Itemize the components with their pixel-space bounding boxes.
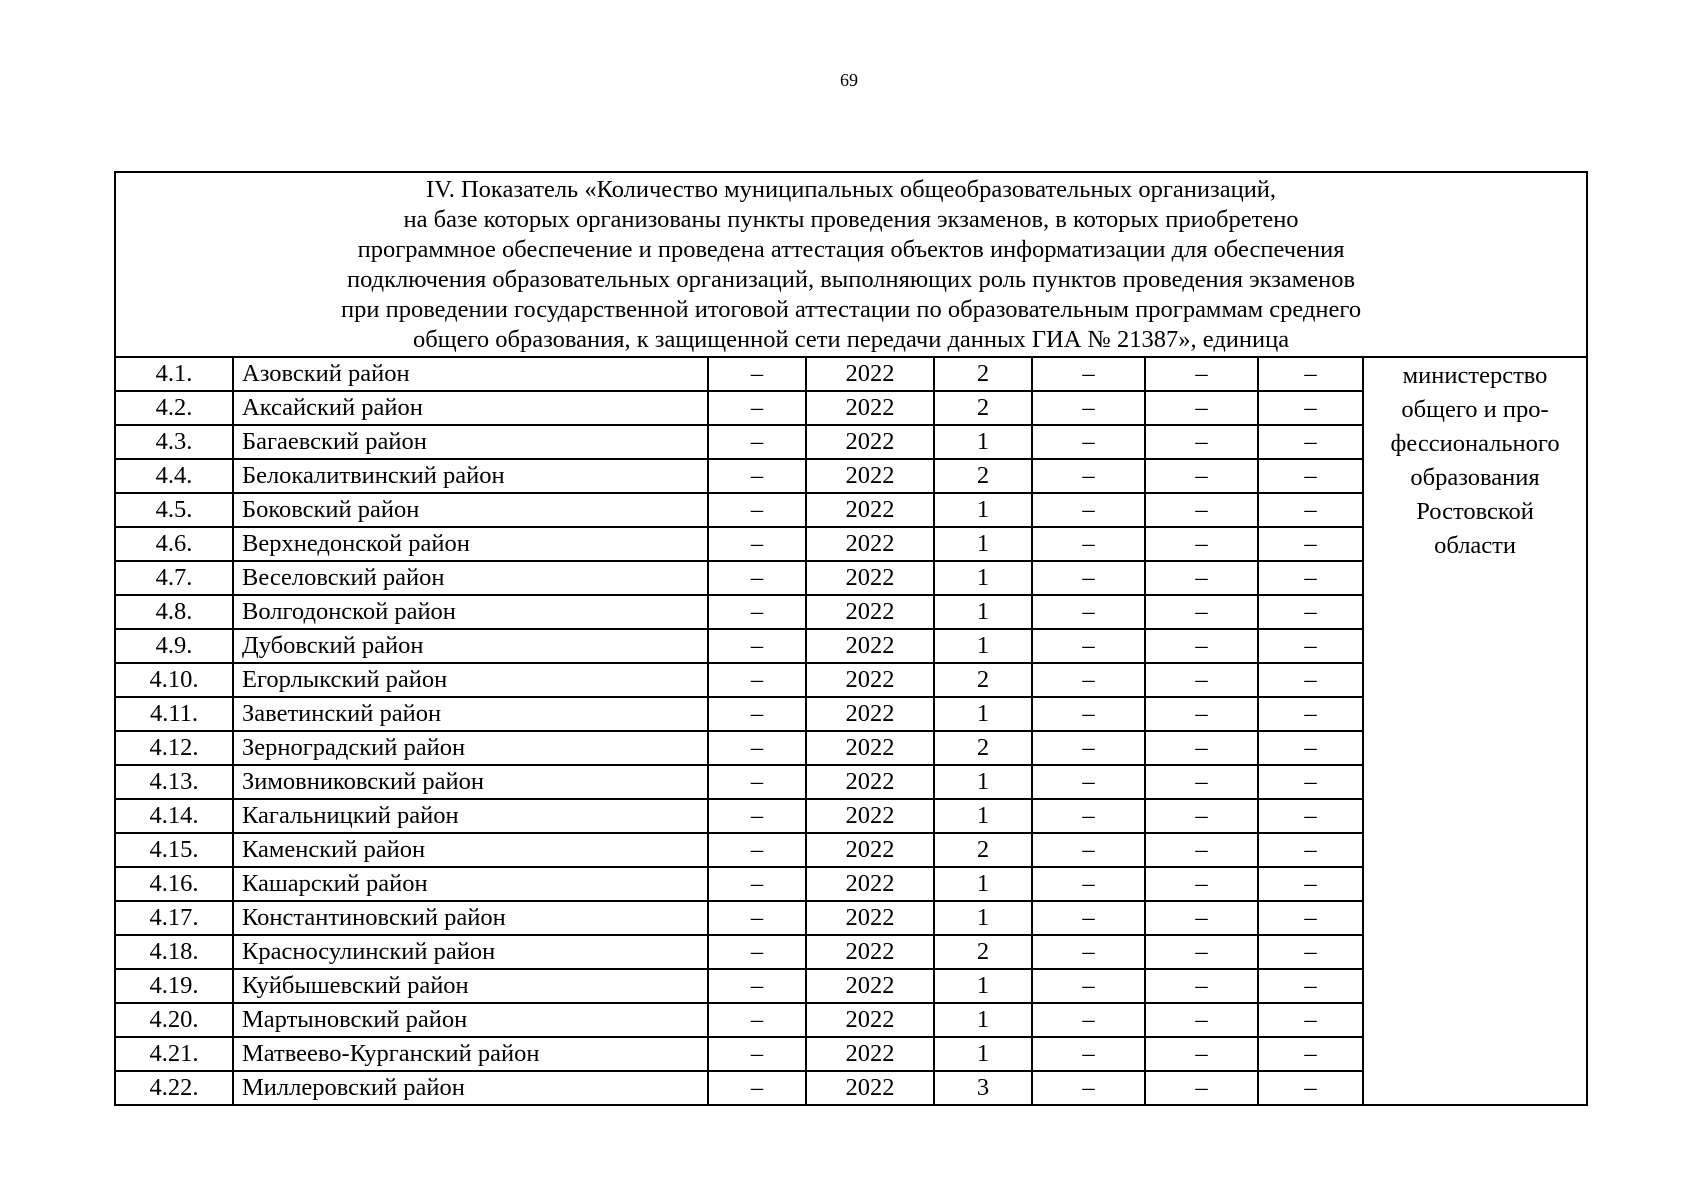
row-number: 4.1. bbox=[115, 357, 233, 391]
cell-year: 2022 bbox=[806, 493, 934, 527]
responsible-executor bbox=[1363, 357, 1587, 1105]
district-name: Куйбышевский район bbox=[233, 969, 708, 1003]
district-name: Дубовский район bbox=[233, 629, 708, 663]
cell-dash: – bbox=[1145, 493, 1258, 527]
responsible-line: фессионального bbox=[1390, 430, 1560, 457]
district-name: Белокалитвинский район bbox=[233, 459, 708, 493]
table-row bbox=[115, 357, 1587, 391]
cell-year: 2022 bbox=[806, 527, 934, 561]
cell-dash: – bbox=[708, 969, 806, 1003]
cell-dash: – bbox=[1145, 1037, 1258, 1071]
district-name: Боковский район bbox=[233, 493, 708, 527]
responsible-line: Ростовской bbox=[1416, 498, 1534, 525]
cell-value: 1 bbox=[934, 493, 1032, 527]
row-number: 4.4. bbox=[115, 459, 233, 493]
cell-year: 2022 bbox=[806, 1037, 934, 1071]
cell-value: 1 bbox=[934, 1037, 1032, 1071]
cell-dash: – bbox=[1032, 867, 1145, 901]
district-name: Заветинский район bbox=[233, 697, 708, 731]
cell-year: 2022 bbox=[806, 935, 934, 969]
cell-value: 3 bbox=[934, 1071, 1032, 1105]
cell-dash: – bbox=[1145, 697, 1258, 731]
cell-dash: – bbox=[1258, 561, 1363, 595]
cell-dash: – bbox=[1145, 935, 1258, 969]
cell-dash: – bbox=[708, 357, 806, 391]
cell-dash: – bbox=[1145, 459, 1258, 493]
row-number: 4.11. bbox=[115, 697, 233, 731]
cell-dash: – bbox=[1258, 357, 1363, 391]
cell-value: 1 bbox=[934, 561, 1032, 595]
cell-dash: – bbox=[1032, 663, 1145, 697]
row-number: 4.7. bbox=[115, 561, 233, 595]
cell-dash: – bbox=[708, 1071, 806, 1105]
cell-dash: – bbox=[708, 833, 806, 867]
cell-dash: – bbox=[1145, 527, 1258, 561]
cell-dash: – bbox=[1145, 561, 1258, 595]
district-name: Константиновский район bbox=[233, 901, 708, 935]
cell-dash: – bbox=[1032, 901, 1145, 935]
district-name: Кагальницкий район bbox=[233, 799, 708, 833]
cell-value: 1 bbox=[934, 425, 1032, 459]
cell-dash: – bbox=[1258, 731, 1363, 765]
cell-dash: – bbox=[1032, 1071, 1145, 1105]
cell-dash: – bbox=[1258, 901, 1363, 935]
district-name: Зимовниковский район bbox=[233, 765, 708, 799]
cell-value: 2 bbox=[934, 935, 1032, 969]
cell-year: 2022 bbox=[806, 425, 934, 459]
cell-dash: – bbox=[1032, 935, 1145, 969]
cell-dash: – bbox=[1032, 629, 1145, 663]
cell-value: 2 bbox=[934, 833, 1032, 867]
cell-dash: – bbox=[1258, 493, 1363, 527]
cell-year: 2022 bbox=[806, 459, 934, 493]
district-name: Каменский район bbox=[233, 833, 708, 867]
cell-dash: – bbox=[1258, 867, 1363, 901]
cell-dash: – bbox=[1032, 527, 1145, 561]
cell-dash: – bbox=[1032, 731, 1145, 765]
row-number: 4.21. bbox=[115, 1037, 233, 1071]
cell-dash: – bbox=[1145, 867, 1258, 901]
cell-dash: – bbox=[1258, 1071, 1363, 1105]
cell-year: 2022 bbox=[806, 391, 934, 425]
cell-dash: – bbox=[1145, 391, 1258, 425]
cell-dash: – bbox=[1145, 799, 1258, 833]
responsible-line: министерство bbox=[1402, 362, 1548, 389]
district-name: Миллеровский район bbox=[233, 1071, 708, 1105]
title-line: общего образования, к защищенной сети передачи данных ГИА № 21387», единица bbox=[412, 326, 1290, 353]
cell-year: 2022 bbox=[806, 629, 934, 663]
cell-dash: – bbox=[708, 629, 806, 663]
cell-value: 1 bbox=[934, 697, 1032, 731]
row-number: 4.20. bbox=[115, 1003, 233, 1037]
cell-dash: – bbox=[1032, 357, 1145, 391]
cell-dash: – bbox=[1032, 391, 1145, 425]
cell-dash: – bbox=[1032, 1003, 1145, 1037]
cell-dash: – bbox=[1145, 663, 1258, 697]
row-number: 4.2. bbox=[115, 391, 233, 425]
cell-value: 1 bbox=[934, 595, 1032, 629]
cell-value: 1 bbox=[934, 527, 1032, 561]
responsible-line: области bbox=[1434, 532, 1516, 559]
cell-dash: – bbox=[708, 493, 806, 527]
title-line: при проведении государственной итоговой аттестации по образовательным программам среднего bbox=[340, 296, 1362, 323]
row-number: 4.16. bbox=[115, 867, 233, 901]
cell-dash: – bbox=[1258, 425, 1363, 459]
cell-dash: – bbox=[708, 697, 806, 731]
cell-dash: – bbox=[708, 663, 806, 697]
cell-dash: – bbox=[708, 799, 806, 833]
cell-year: 2022 bbox=[806, 1071, 934, 1105]
row-number: 4.12. bbox=[115, 731, 233, 765]
cell-value: 1 bbox=[934, 765, 1032, 799]
cell-value: 2 bbox=[934, 357, 1032, 391]
cell-dash: – bbox=[1032, 459, 1145, 493]
district-name: Аксайский район bbox=[233, 391, 708, 425]
row-number: 4.17. bbox=[115, 901, 233, 935]
indicator-table bbox=[114, 171, 1588, 1106]
row-number: 4.19. bbox=[115, 969, 233, 1003]
row-number: 4.6. bbox=[115, 527, 233, 561]
cell-year: 2022 bbox=[806, 833, 934, 867]
cell-dash: – bbox=[1258, 833, 1363, 867]
title-line: IV. Показатель «Количество муниципальных общеобразовательных организаций, bbox=[426, 176, 1277, 203]
cell-dash: – bbox=[1258, 527, 1363, 561]
cell-year: 2022 bbox=[806, 561, 934, 595]
cell-dash: – bbox=[1258, 391, 1363, 425]
cell-dash: – bbox=[1032, 799, 1145, 833]
cell-value: 2 bbox=[934, 391, 1032, 425]
cell-value: 1 bbox=[934, 1003, 1032, 1037]
cell-dash: – bbox=[1145, 629, 1258, 663]
cell-dash: – bbox=[1258, 663, 1363, 697]
cell-dash: – bbox=[708, 1037, 806, 1071]
row-number: 4.22. bbox=[115, 1071, 233, 1105]
cell-year: 2022 bbox=[806, 969, 934, 1003]
indicator-title bbox=[115, 172, 1587, 357]
title-line: программное обеспечение и проведена аттестация объектов информатизации для обеспечения bbox=[357, 236, 1345, 263]
cell-dash: – bbox=[1145, 731, 1258, 765]
cell-dash: – bbox=[708, 527, 806, 561]
district-name: Красносулинский район bbox=[233, 935, 708, 969]
cell-year: 2022 bbox=[806, 901, 934, 935]
cell-dash: – bbox=[708, 425, 806, 459]
cell-value: 2 bbox=[934, 459, 1032, 493]
cell-value: 1 bbox=[934, 629, 1032, 663]
cell-dash: – bbox=[1145, 357, 1258, 391]
cell-dash: – bbox=[708, 391, 806, 425]
cell-year: 2022 bbox=[806, 1003, 934, 1037]
cell-dash: – bbox=[1032, 697, 1145, 731]
cell-dash: – bbox=[708, 595, 806, 629]
responsible-line: общего и про- bbox=[1401, 396, 1549, 423]
cell-dash: – bbox=[1032, 833, 1145, 867]
cell-dash: – bbox=[1145, 1071, 1258, 1105]
cell-dash: – bbox=[1258, 1037, 1363, 1071]
cell-dash: – bbox=[708, 459, 806, 493]
cell-year: 2022 bbox=[806, 357, 934, 391]
district-name: Матвеево-Курганский район bbox=[233, 1037, 708, 1071]
responsible-line: образования bbox=[1410, 464, 1540, 491]
cell-dash: – bbox=[1258, 1003, 1363, 1037]
district-name: Мартыновский район bbox=[233, 1003, 708, 1037]
district-name: Кашарский район bbox=[233, 867, 708, 901]
cell-dash: – bbox=[1032, 595, 1145, 629]
cell-year: 2022 bbox=[806, 697, 934, 731]
cell-dash: – bbox=[708, 731, 806, 765]
cell-dash: – bbox=[1145, 595, 1258, 629]
cell-value: 2 bbox=[934, 731, 1032, 765]
title-line: на базе которых организованы пункты проведения экзаменов, в которых приобретено bbox=[403, 206, 1299, 233]
cell-dash: – bbox=[1145, 969, 1258, 1003]
row-number: 4.5. bbox=[115, 493, 233, 527]
cell-year: 2022 bbox=[806, 765, 934, 799]
cell-dash: – bbox=[1032, 493, 1145, 527]
district-name: Багаевский район bbox=[233, 425, 708, 459]
cell-dash: – bbox=[1145, 765, 1258, 799]
cell-dash: – bbox=[708, 901, 806, 935]
cell-dash: – bbox=[708, 1003, 806, 1037]
cell-dash: – bbox=[1258, 969, 1363, 1003]
cell-value: 2 bbox=[934, 663, 1032, 697]
cell-dash: – bbox=[1032, 765, 1145, 799]
cell-value: 1 bbox=[934, 969, 1032, 1003]
cell-dash: – bbox=[1032, 561, 1145, 595]
cell-year: 2022 bbox=[806, 799, 934, 833]
cell-dash: – bbox=[1145, 901, 1258, 935]
cell-year: 2022 bbox=[806, 663, 934, 697]
cell-year: 2022 bbox=[806, 595, 934, 629]
district-name: Веселовский район bbox=[233, 561, 708, 595]
district-name: Верхнедонской район bbox=[233, 527, 708, 561]
cell-dash: – bbox=[1145, 1003, 1258, 1037]
cell-dash: – bbox=[708, 765, 806, 799]
cell-dash: – bbox=[1145, 833, 1258, 867]
cell-dash: – bbox=[1258, 799, 1363, 833]
row-number: 4.10. bbox=[115, 663, 233, 697]
row-number: 4.9. bbox=[115, 629, 233, 663]
cell-dash: – bbox=[1145, 425, 1258, 459]
row-number: 4.15. bbox=[115, 833, 233, 867]
row-number: 4.3. bbox=[115, 425, 233, 459]
cell-dash: – bbox=[1258, 629, 1363, 663]
cell-dash: – bbox=[1032, 1037, 1145, 1071]
cell-value: 1 bbox=[934, 799, 1032, 833]
cell-dash: – bbox=[1258, 697, 1363, 731]
cell-dash: – bbox=[708, 561, 806, 595]
title-row bbox=[115, 172, 1587, 357]
cell-dash: – bbox=[1258, 935, 1363, 969]
cell-dash: – bbox=[1032, 969, 1145, 1003]
row-number: 4.14. bbox=[115, 799, 233, 833]
cell-dash: – bbox=[708, 935, 806, 969]
district-name: Егорлыкский район bbox=[233, 663, 708, 697]
cell-year: 2022 bbox=[806, 867, 934, 901]
row-number: 4.8. bbox=[115, 595, 233, 629]
cell-year: 2022 bbox=[806, 731, 934, 765]
cell-value: 1 bbox=[934, 901, 1032, 935]
district-name: Волгодонской район bbox=[233, 595, 708, 629]
row-number: 4.13. bbox=[115, 765, 233, 799]
cell-dash: – bbox=[1032, 425, 1145, 459]
title-line: подключения образовательных организаций, выполняющих роль пунктов проведения экзаменов bbox=[346, 266, 1356, 293]
district-name: Азовский район bbox=[233, 357, 708, 391]
district-name: Зерноградский район bbox=[233, 731, 708, 765]
cell-dash: – bbox=[1258, 765, 1363, 799]
page-number: 69 bbox=[840, 70, 858, 90]
cell-dash: – bbox=[1258, 459, 1363, 493]
cell-dash: – bbox=[708, 867, 806, 901]
cell-dash: – bbox=[1258, 595, 1363, 629]
cell-value: 1 bbox=[934, 867, 1032, 901]
row-number: 4.18. bbox=[115, 935, 233, 969]
